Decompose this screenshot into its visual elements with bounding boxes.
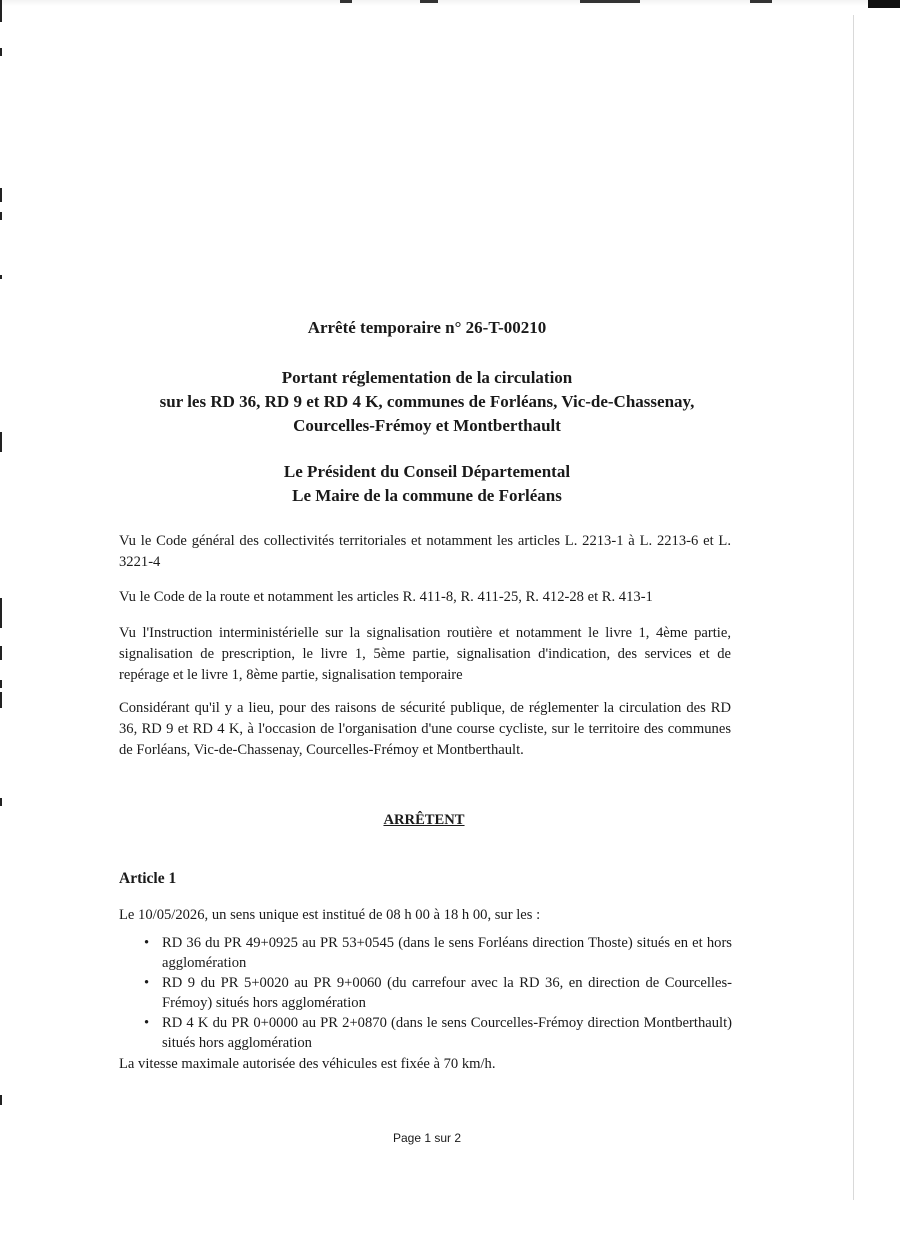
scan-left-mark <box>0 275 2 279</box>
scan-left-mark <box>0 798 2 806</box>
visa-paragraph: Vu l'Instruction interministérielle sur la signalisation routière et notamment le livre 1, 4ème partie, signalisation de prescription, le livre 1, 5ème partie, signalisation d'indication, des services et de repérage et le livre 1, 8ème partie, signalisation temporaire <box>119 625 731 683</box>
page-number: Page 1 sur 2 <box>392 1131 462 1145</box>
authority-president: Le Président du Conseil Départemental <box>283 462 571 481</box>
scan-left-mark <box>0 692 2 708</box>
bullet-icon: • <box>144 975 150 991</box>
scan-left-mark <box>0 48 2 56</box>
bullet-icon: • <box>144 935 150 951</box>
visa-paragraph: Vu le Code général des collectivités territoriales et notamment les articles L. 2213-1 à L. 2213-6 et L. 3221-4 <box>119 533 731 570</box>
decree-number: Arrêté temporaire n° 26-T-00210 <box>307 318 547 337</box>
document-title <box>0 316 854 340</box>
article-1-intro: Le 10/05/2026, un sens unique est institué de 08 h 00 à 18 h 00, sur les : <box>119 907 541 923</box>
scan-left-mark <box>0 1095 2 1105</box>
scan-speck <box>750 0 772 3</box>
scan-left-mark <box>0 646 2 660</box>
arretent-heading: ARRÊTENT <box>383 812 465 828</box>
scan-left-mark <box>0 188 2 202</box>
scan-left-mark <box>0 0 2 22</box>
scan-speck <box>420 0 438 3</box>
road-list <box>140 933 732 1053</box>
visa-paragraph: Vu le Code de la route et notamment les articles R. 411-8, R. 411-25, R. 412-28 et R. 413-1 <box>119 589 653 605</box>
list-item <box>140 973 732 1013</box>
list-item <box>140 933 732 973</box>
list-item-text: RD 9 du PR 5+0020 au PR 9+0060 (du carrefour avec la RD 36, en direction de Courcelles-Frémoy) situés hors agglomération <box>162 975 732 1011</box>
document-subject <box>0 366 854 438</box>
list-item-text: RD 36 du PR 49+0925 au PR 53+0545 (dans le sens Forléans direction Thoste) situés en et hors agglomération <box>162 935 732 971</box>
considerant-paragraph: Considérant qu'il y a lieu, pour des raisons de sécurité publique, de réglementer la circulation des RD 36, RD 9 et RD 4 K, à l'occasion de l'organisation d'une course cycliste, sur le territoire des communes de Forléans, Vic-de-Chassenay, Courcelles-Frémoy et Montberthault. <box>119 700 731 758</box>
speed-limit-text: La vitesse maximale autorisée des véhicules est fixée à 70 km/h. <box>119 1056 496 1072</box>
authority-mayor: Le Maire de la commune de Forléans <box>292 486 562 505</box>
list-item-text: RD 4 K du PR 0+0000 au PR 2+0870 (dans le sens Courcelles-Frémoy direction Montberthault) situés hors agglomération <box>162 1015 732 1051</box>
list-item <box>140 1013 732 1053</box>
issuing-authorities <box>0 460 854 508</box>
scan-speck <box>580 0 640 3</box>
subject-line: Courcelles-Frémoy et Montberthault <box>293 416 561 435</box>
scan-left-mark <box>0 598 2 628</box>
scan-speck <box>340 0 352 3</box>
scan-left-mark <box>0 212 2 220</box>
bullet-icon: • <box>144 1015 150 1031</box>
scan-right-edge <box>853 15 854 1200</box>
scan-corner-blot <box>868 0 900 8</box>
subject-line: sur les RD 36, RD 9 et RD 4 K, communes de Forléans, Vic-de-Chassenay, <box>159 392 695 411</box>
subject-line: Portant réglementation de la circulation <box>281 368 573 387</box>
article-1-heading: Article 1 <box>119 870 177 887</box>
scan-left-mark <box>0 680 2 688</box>
